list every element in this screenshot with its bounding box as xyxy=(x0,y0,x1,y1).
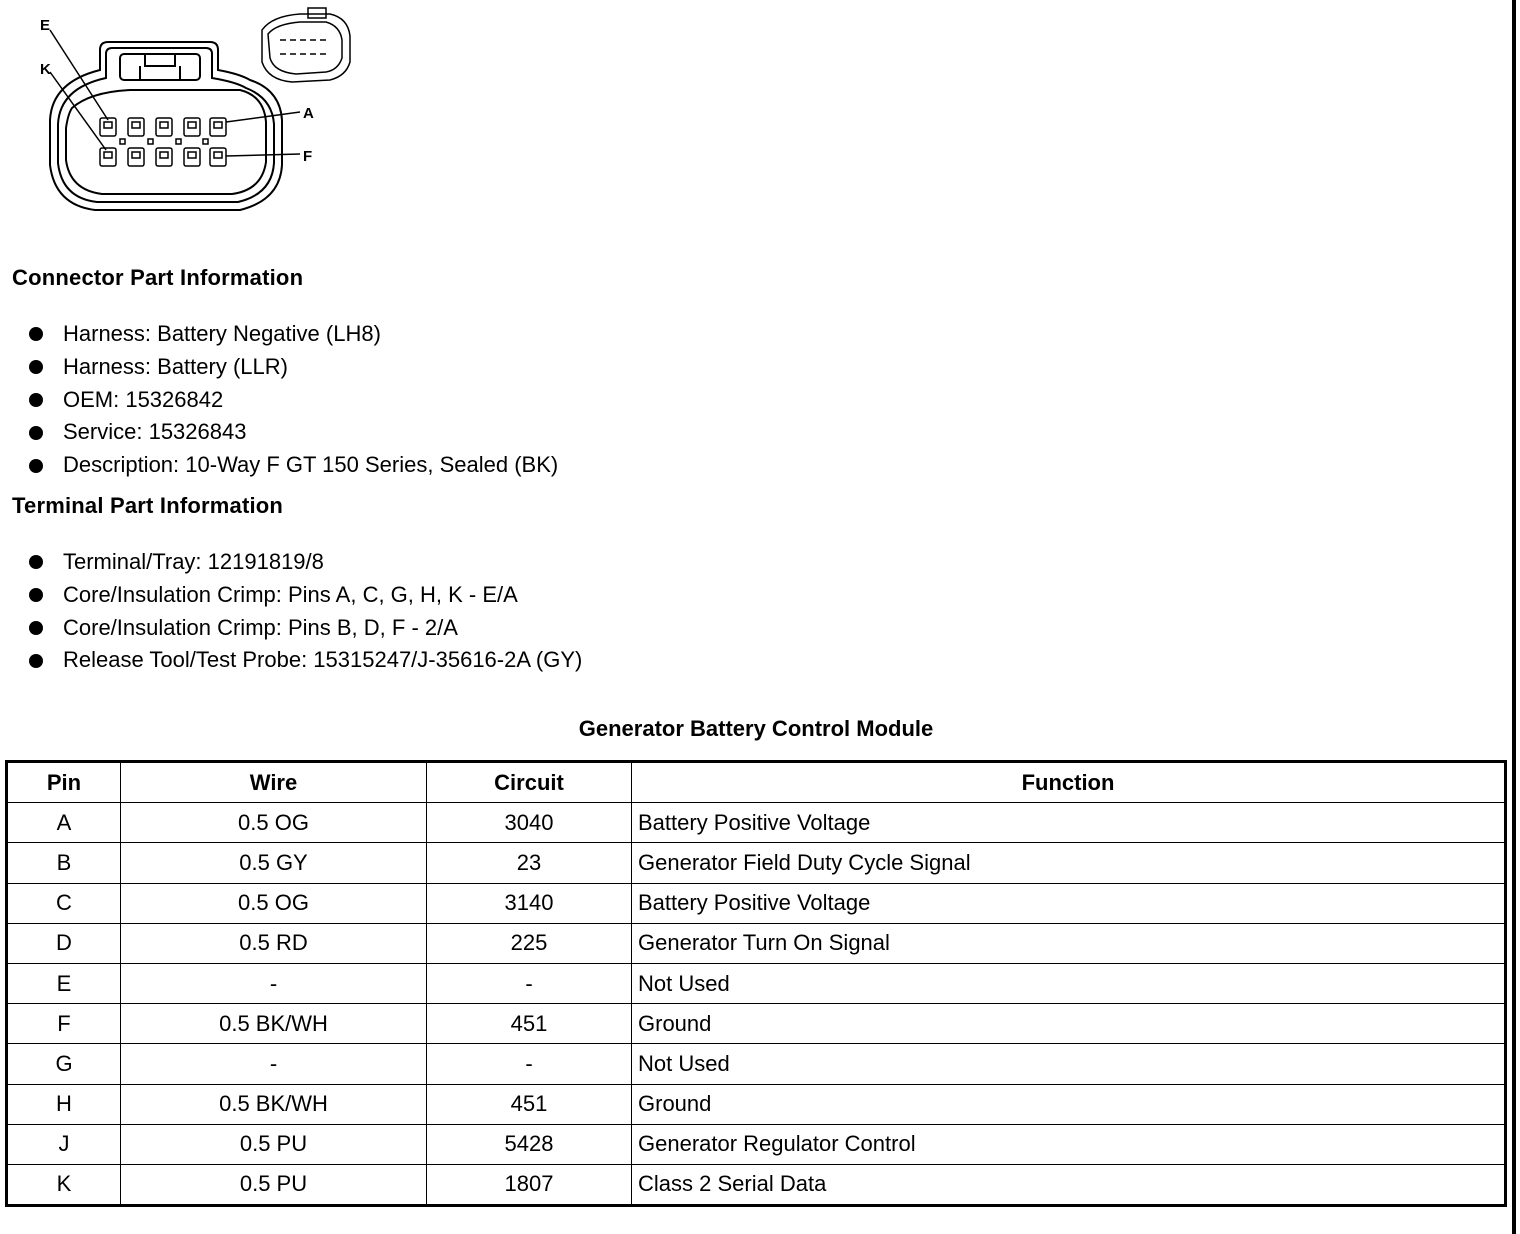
bullet-icon xyxy=(29,426,43,440)
page-right-border xyxy=(1512,0,1516,1234)
cell-circuit: 23 xyxy=(427,843,632,883)
cell-wire: 0.5 BK/WH xyxy=(121,1084,427,1124)
table-row xyxy=(7,1084,1506,1124)
list-item: Description: 10-Way F GT 150 Series, Sealed (BK) xyxy=(28,449,558,482)
bullet-icon xyxy=(29,555,43,569)
list-item: Harness: Battery Negative (LH8) xyxy=(28,318,558,351)
connector-diagram xyxy=(0,0,380,225)
table-row xyxy=(7,963,1506,1003)
list-item: Service: 15326843 xyxy=(28,416,558,449)
pin-label-a: A xyxy=(303,105,314,122)
table-row xyxy=(7,1044,1506,1084)
list-item: Terminal/Tray: 12191819/8 xyxy=(28,546,582,579)
terminal-part-information-heading: Terminal Part Information xyxy=(12,493,284,518)
pin-label-e: E xyxy=(40,17,51,34)
cell-function: Not Used xyxy=(632,1044,1506,1084)
cell-circuit: - xyxy=(427,1044,632,1084)
cell-circuit: - xyxy=(427,963,632,1003)
cell-pin: G xyxy=(7,1044,121,1084)
cell-function: Generator Turn On Signal xyxy=(632,923,1506,963)
cell-wire: 0.5 RD xyxy=(121,923,427,963)
bullet-icon xyxy=(29,459,43,473)
terminal-part-list xyxy=(28,546,582,677)
cell-circuit: 451 xyxy=(427,1084,632,1124)
list-item: OEM: 15326842 xyxy=(28,384,558,417)
list-item: Harness: Battery (LLR) xyxy=(28,351,558,384)
table-header-row xyxy=(7,762,1506,803)
cell-pin: K xyxy=(7,1164,121,1205)
cell-function: Generator Regulator Control xyxy=(632,1124,1506,1164)
cell-pin: B xyxy=(7,843,121,883)
cell-circuit: 1807 xyxy=(427,1164,632,1205)
bullet-icon xyxy=(29,360,43,374)
cell-function: Generator Field Duty Cycle Signal xyxy=(632,843,1506,883)
cell-circuit: 5428 xyxy=(427,1124,632,1164)
cell-function: Battery Positive Voltage xyxy=(632,883,1506,923)
table-row xyxy=(7,843,1506,883)
cell-wire: 0.5 PU xyxy=(121,1164,427,1205)
header-circuit: Circuit xyxy=(427,762,632,803)
connector-part-list xyxy=(28,318,558,482)
cell-wire: 0.5 OG xyxy=(121,883,427,923)
table-row xyxy=(7,1004,1506,1044)
connector-part-information-heading: Connector Part Information xyxy=(12,265,304,290)
table-row xyxy=(7,1164,1506,1205)
header-function: Function xyxy=(632,762,1506,803)
bullet-icon xyxy=(29,393,43,407)
list-item: Core/Insulation Crimp: Pins B, D, F - 2/A xyxy=(28,612,582,645)
cell-wire: - xyxy=(121,1044,427,1084)
cell-circuit: 225 xyxy=(427,923,632,963)
cell-pin: A xyxy=(7,803,121,843)
bullet-icon xyxy=(29,327,43,341)
table-row xyxy=(7,803,1506,843)
cell-wire: 0.5 BK/WH xyxy=(121,1004,427,1044)
bullet-icon xyxy=(29,588,43,602)
cell-pin: H xyxy=(7,1084,121,1124)
cell-function: Battery Positive Voltage xyxy=(632,803,1506,843)
header-pin: Pin xyxy=(7,762,121,803)
cell-circuit: 3040 xyxy=(427,803,632,843)
bullet-icon xyxy=(29,654,43,668)
cell-circuit: 451 xyxy=(427,1004,632,1044)
bullet-icon xyxy=(29,621,43,635)
cell-pin: C xyxy=(7,883,121,923)
cell-pin: F xyxy=(7,1004,121,1044)
pinout-table xyxy=(5,760,1507,1207)
pin-label-k: K xyxy=(40,61,51,78)
cell-function: Class 2 Serial Data xyxy=(632,1164,1506,1205)
cell-wire: 0.5 GY xyxy=(121,843,427,883)
pin-label-f: F xyxy=(303,148,313,165)
cell-pin: D xyxy=(7,923,121,963)
list-item: Core/Insulation Crimp: Pins A, C, G, H, K - E/A xyxy=(28,579,582,612)
cell-wire: 0.5 PU xyxy=(121,1124,427,1164)
list-item: Release Tool/Test Probe: 15315247/J-35616-2A (GY) xyxy=(28,644,582,677)
cell-function: Not Used xyxy=(632,963,1506,1003)
header-wire: Wire xyxy=(121,762,427,803)
table-row xyxy=(7,883,1506,923)
table-caption: Generator Battery Control Module xyxy=(578,716,934,741)
table-row xyxy=(7,923,1506,963)
cell-function: Ground xyxy=(632,1084,1506,1124)
table-row xyxy=(7,1124,1506,1164)
cell-pin: J xyxy=(7,1124,121,1164)
cell-wire: 0.5 OG xyxy=(121,803,427,843)
cell-function: Ground xyxy=(632,1004,1506,1044)
cell-wire: - xyxy=(121,963,427,1003)
cell-pin: E xyxy=(7,963,121,1003)
cell-circuit: 3140 xyxy=(427,883,632,923)
